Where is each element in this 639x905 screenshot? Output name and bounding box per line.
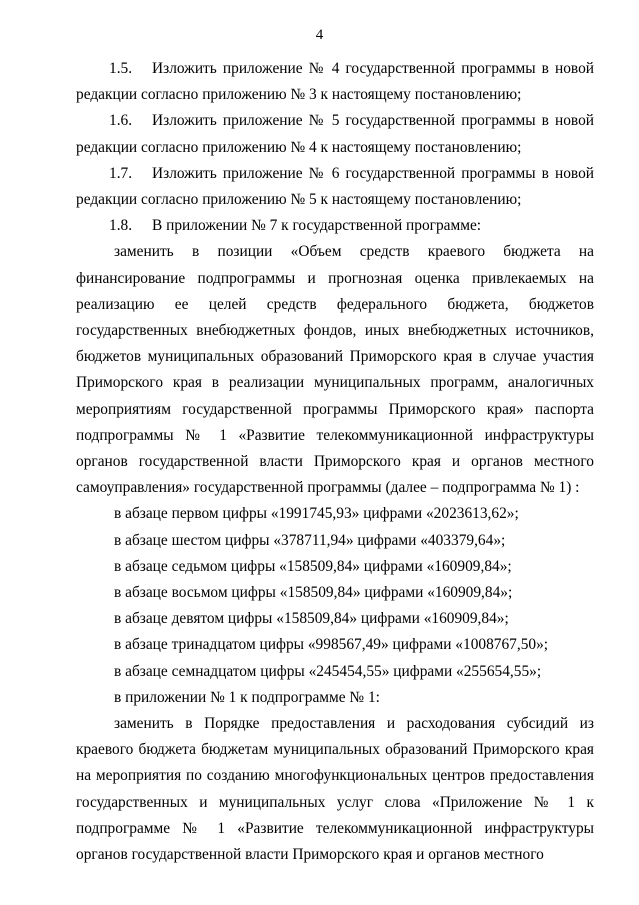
page-number: 4 [315, 27, 324, 43]
paragraph-1-7 [76, 161, 594, 213]
paragraph-text: Изложить приложение № 6 государственной программы в новой редакции согласно приложению № 5 к настоящему постановлению; [76, 164, 594, 209]
paragraph-replace-order: заменить в Порядке предоставления и расходования субсидий из краевого бюджета бюджетам муниципальных образований Приморского края на мероприятия по созданию многофункциональных центров предоставления государственных и муниципальных услуг слова «Приложение № 1 к подпрограмме № 1 «Развитие телекоммуникационной инфраструктуры органов государственной власти Приморского края и органов местного [76, 715, 594, 864]
paragraph-1-8 [76, 213, 594, 239]
paragraph-replace-position: заменить в позиции «Объем средств краевого бюджета на финансирование подпрограммы и прогнозная оценка привлекаемых на реализацию ее целей средств федерального бюджета, бюджетов государственных внебюджетных фондов, иных внебюджетных источников, бюджетов муниципальных образований Приморского края в случае участия Приморского края в реализации муниципальных программ, аналогичных мероприятиям государственной программы Приморского края» паспорта подпрограммы № 1 «Развитие телекоммуникационной инфраструктуры органов государственной власти Приморского края и органов местного самоуправления» государственной программы (далее – подпрограмма № 1) : [76, 243, 594, 497]
paragraph-number: 1.6. [109, 112, 133, 130]
paragraph-number: 1.5. [109, 60, 133, 77]
paragraph-number: 1.7. [109, 164, 133, 182]
paragraph-text: Изложить приложение № 4 государственной программы в новой редакции согласно приложению № 3 к настоящему постановлению; [76, 60, 594, 104]
list-item: в абзаце девятом цифры «158509,84» цифрами «160909,84»; [114, 610, 509, 628]
document-body [76, 56, 594, 868]
list-item: в абзаце седьмом цифры «158509,84» цифрами «160909,84»; [114, 557, 512, 575]
list-item: в абзаце семнадцатом цифры «245454,55» цифрами «255654,55»; [114, 662, 542, 680]
list-item: в приложении № 1 к подпрограмме № 1: [114, 688, 380, 706]
paragraph-1-6 [76, 108, 594, 160]
list-item: в абзаце восьмом цифры «158509,84» цифрами «160909,84»; [114, 584, 513, 602]
paragraph-number: 1.8. [109, 217, 133, 235]
paragraph-text: Изложить приложение № 5 государственной программы в новой редакции согласно приложению № 4 к настоящему постановлению; [76, 112, 594, 156]
list-item: в абзаце шестом цифры «378711,94» цифрами «403379,64»; [114, 531, 506, 549]
paragraph-1-5 [76, 56, 594, 108]
paragraph-text: В приложении № 7 к государственной программе: [152, 217, 482, 235]
list-item: в абзаце первом цифры «1991745,93» цифрами «2023613,62»; [114, 505, 519, 523]
list-item: в абзаце тринадцатом цифры «998567,49» цифрами «1008767,50»; [114, 636, 549, 654]
